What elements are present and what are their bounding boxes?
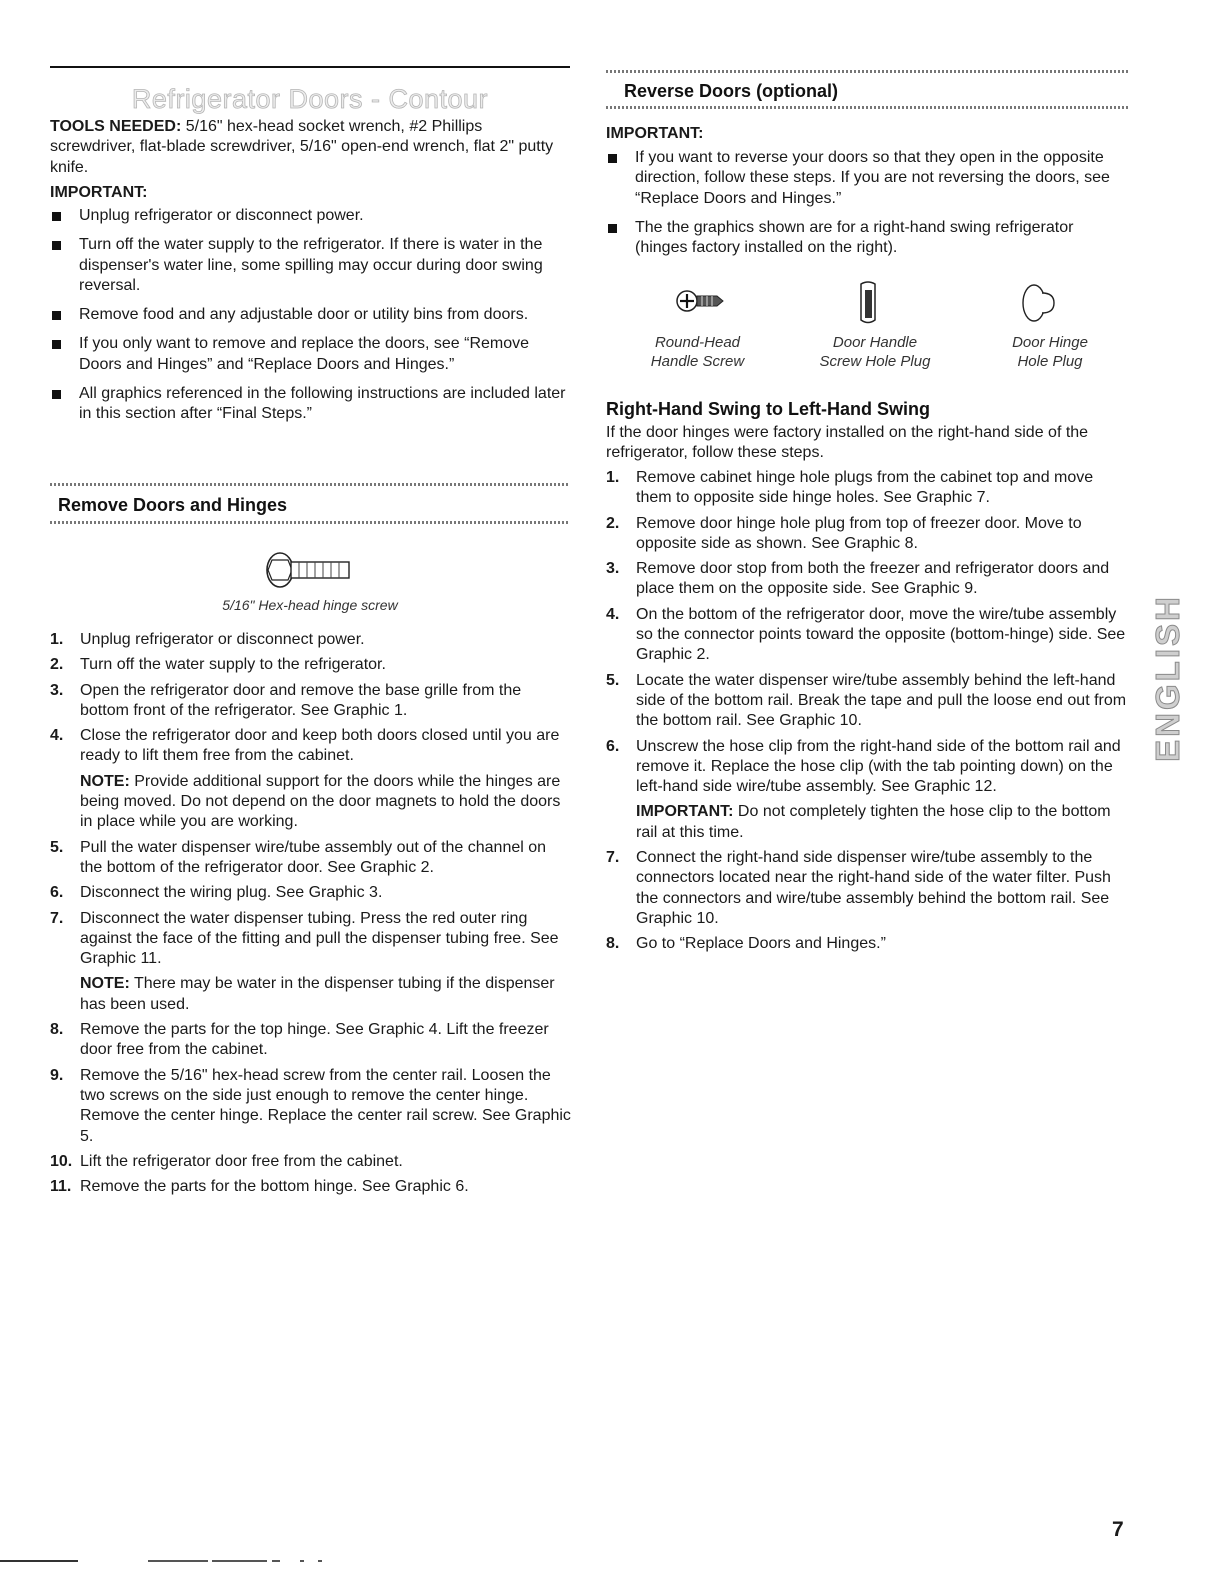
page-title: Refrigerator Doors - Contour xyxy=(131,84,489,114)
remove-doors-steps xyxy=(50,630,572,1197)
step-item: 3. Remove door stop from both the freezer and refrigerator doors and place them on the opposite side. See Graphic 9. xyxy=(606,560,1110,598)
step-note: NOTE: There may be water in the dispenser tubing if the dispenser has been used. xyxy=(80,975,555,1013)
important-label-left: IMPORTANT: xyxy=(50,184,148,201)
section-rule-bottom-right xyxy=(606,106,1128,109)
list-item: If you only want to remove and replace the doors, see “Remove Doors and Hinges” and “Replace Doors and Hinges.” xyxy=(50,334,570,375)
list-item: The the graphics shown are for a right-hand swing refrigerator (hinges factory installed on the right). xyxy=(606,218,1128,259)
step-item: 4. Close the refrigerator door and keep both doors closed until you are ready to lift them free from the cabinet. NOTE: Provide additional support for the doors while the hinges are being moved. Do not depend on the door magnets to hold the doors in place while you are working. xyxy=(50,726,572,832)
page-number: 7 xyxy=(1112,1518,1124,1541)
bullet-icon xyxy=(608,154,617,163)
part-label-round-head: Round-Head Handle Screw xyxy=(650,334,745,370)
step-item: 2. Turn off the water supply to the refrigerator. xyxy=(50,656,386,674)
door-hinge-plug-icon xyxy=(1020,280,1060,326)
tools-needed xyxy=(50,117,560,178)
step-item: 5. Pull the water dispenser wire/tube assembly out of the channel on the bottom of the refrigerator door. See Graphic 2. xyxy=(50,838,547,876)
step-item: 7. Disconnect the water dispenser tubing. Press the red outer ring against the face of the fitting and pull the dispenser tubing free. See Graphic 11. NOTE: There may be water in the dispenser tubing if the dispenser has been used. xyxy=(50,909,572,1015)
step-item: 7. Connect the right-hand side dispenser wire/tube assembly to the connectors located near the right-hand side of the water filter. Push the connectors and wire/tube assembly behind the bottom rail. See Graphic 10. xyxy=(606,849,1111,927)
intro-text: If the door hinges were factory installed on the right-hand side of the refrigerator, follow these steps. xyxy=(606,424,1089,462)
tools-label: TOOLS NEEDED: xyxy=(50,118,182,135)
bullet-icon xyxy=(52,212,61,221)
bullet-icon xyxy=(52,241,61,250)
part-label-door-handle-plug: Door Handle Screw Hole Plug xyxy=(819,334,931,370)
bottom-print-marks xyxy=(0,1560,330,1563)
subheading-right-to-left: Right-Hand Swing to Left-Hand Swing xyxy=(606,399,930,419)
door-handle-plug-icon xyxy=(855,280,881,326)
list-item: If you want to reverse your doors so that they open in the opposite direction, follow these steps. If you are not reversing the doors, see “Replace Doors and Hinges.” xyxy=(606,148,1128,209)
section-heading-remove-doors: Remove Doors and Hinges xyxy=(58,495,288,515)
important-label-right: IMPORTANT: xyxy=(606,125,704,142)
step-item: 11. Remove the parts for the bottom hinge. See Graphic 6. xyxy=(50,1178,469,1196)
section-rule-top xyxy=(50,483,570,486)
step-item: 1. Remove cabinet hinge hole plugs from the cabinet top and move them to opposite side hinge holes. See Graphic 7. xyxy=(606,469,1094,507)
step-item: 3. Open the refrigerator door and remove the base grille from the bottom front of the refrigerator. See Graphic 1. xyxy=(50,681,522,719)
step-item: 10. Lift the refrigerator door free from the cabinet. xyxy=(50,1152,403,1170)
step-item: 2. Remove door hinge hole plug from top of freezer door. Move to opposite side as shown. See Graphic 8. xyxy=(606,514,1082,552)
section-heading-reverse-doors: Reverse Doors (optional) xyxy=(624,81,839,101)
bullet-icon xyxy=(52,311,61,320)
step-item: 8. Remove the parts for the top hinge. See Graphic 4. Lift the freezer door free from the cabinet. xyxy=(50,1021,549,1059)
important-list-right xyxy=(606,148,1128,258)
step-item: 9. Remove the 5/16" hex-head screw from the center rail. Loosen the two screws on the side just enough to remove the center hinge. Remove the center hinge. Replace the center rail screw. See Graphic 5. xyxy=(50,1066,571,1145)
bullet-icon xyxy=(52,340,61,349)
top-rule xyxy=(50,66,570,68)
language-side-tab: ENGLISH xyxy=(1149,593,1186,762)
hex-head-screw-icon xyxy=(262,548,354,592)
step-item: 4. On the bottom of the refrigerator door, move the wire/tube assembly so the connector points toward the opposite (bottom-hinge) side. See Graphic 2. xyxy=(606,605,1126,664)
list-item: Remove food and any adjustable door or utility bins from doors. xyxy=(50,305,570,325)
part-label-door-hinge-plug: Door Hinge Hole Plug xyxy=(1012,334,1088,370)
bullet-icon xyxy=(52,390,61,399)
reverse-doors-steps xyxy=(606,468,1128,955)
list-item: Turn off the water supply to the refrigerator. If there is water in the dispenser's water line, some spilling may occur during door swing reversal. xyxy=(50,235,570,296)
step-item: 5. Locate the water dispenser wire/tube assembly behind the left-hand side of the bottom rail. Break the tape and pull the loose end out from the bottom rail. See Graphic 10. xyxy=(606,671,1127,730)
important-list-left xyxy=(50,206,570,425)
step-item: 6. Disconnect the wiring plug. See Graphic 3. xyxy=(50,884,383,902)
step-item: 6. Unscrew the hose clip from the right-hand side of the bottom rail and remove it. Replace the hose clip (with the tab pointing down) on the left-hand side wire/tube assembly. See Graphic 12. IMPORTANT: Do not completely tighten the hose clip to the bottom rail at this time. xyxy=(606,737,1128,843)
section-rule-bottom xyxy=(50,521,570,524)
section-rule-top-right xyxy=(606,70,1128,73)
tools-text: 5/16" hex-head socket wrench, #2 Phillips screwdriver, flat-blade screwdriver, 5/16" open-end wrench, flat 2" putty knife. xyxy=(50,118,554,176)
step-item: 8. Go to “Replace Doors and Hinges.” xyxy=(606,935,886,953)
step-item: 1. Unplug refrigerator or disconnect power. xyxy=(50,631,365,648)
list-item: All graphics referenced in the following instructions are included later in this section after “Final Steps.” xyxy=(50,384,570,425)
step-note: IMPORTANT: Do not completely tighten the hose clip to the bottom rail at this time. xyxy=(636,803,1111,841)
list-item: Unplug refrigerator or disconnect power. xyxy=(50,206,570,226)
step-note: NOTE: Provide additional support for the doors while the hinges are being moved. Do not depend on the door magnets to hold the doors in place while you are working. xyxy=(80,772,561,831)
round-head-screw-icon xyxy=(675,288,725,314)
figure-caption-hex-screw: 5/16" Hex-head hinge screw xyxy=(222,597,398,613)
bullet-icon xyxy=(608,224,617,233)
